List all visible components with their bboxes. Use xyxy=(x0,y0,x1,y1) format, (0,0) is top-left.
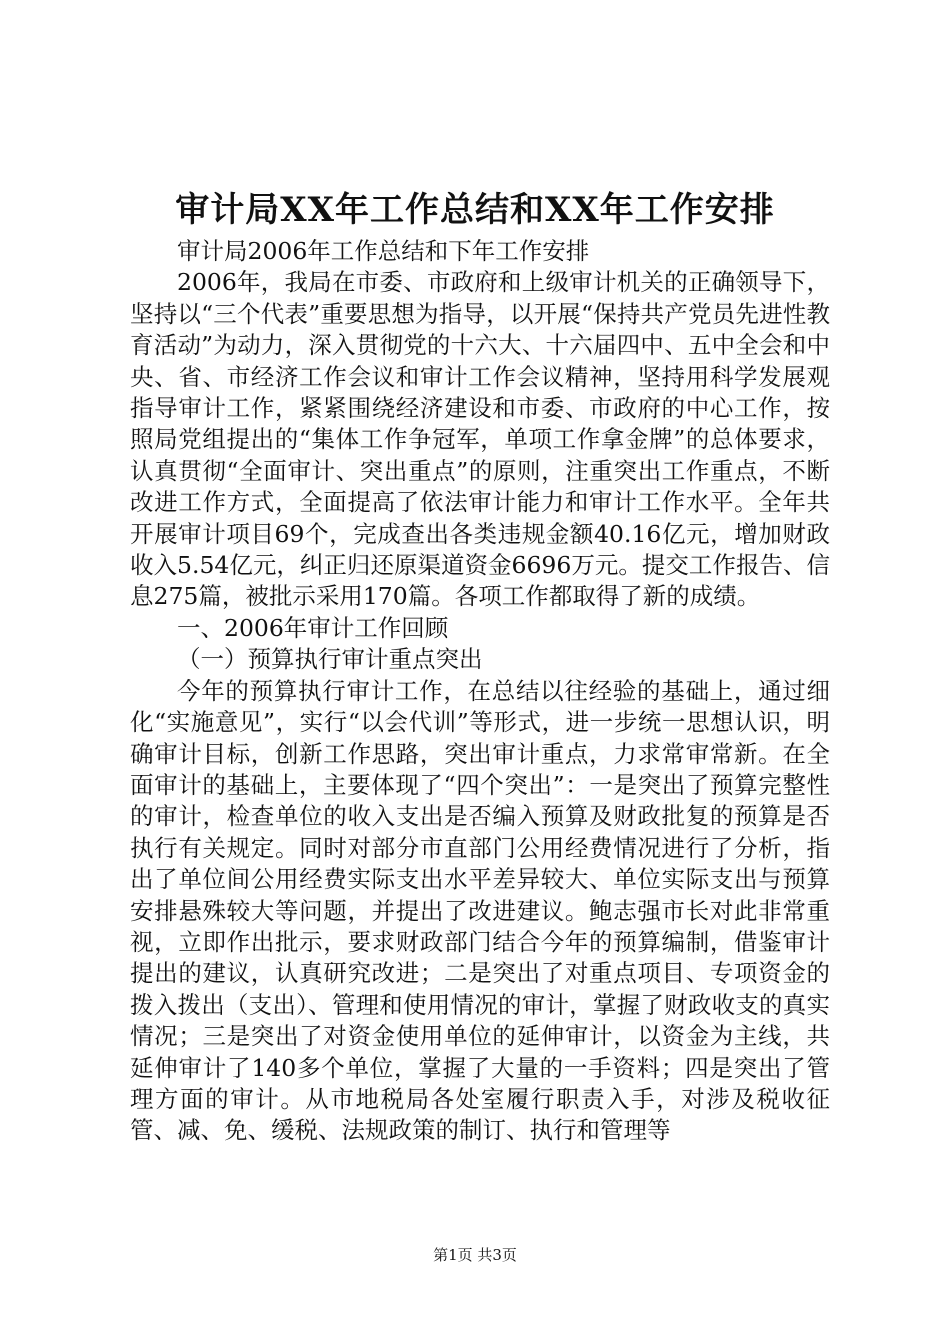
document-title: 审计局XX年工作总结和XX年工作安排 xyxy=(175,190,775,230)
paragraph-budget-audit: 今年的预算执行审计工作，在总结以往经验的基础上，通过细化“实施意见”，实行“以会代训”等形式，进一步统一思想认识，明确审计目标，创新工作思路，突出审计重点，力求常审常新。在全面审计的基础上，主要体现了“四个突出”：一是突出了预算完整性的审计，检查单位的收入支出是否编入预算及财政批复的预算是否执行有关规定。同时对部分市直部门公用经费情况进行了分析，指出了单位间公用经费实际支出水平差异较大、单位实际支出与预算安排悬殊较大等问题，并提出了改进建议。鲍志强市长对此非常重视，立即作出批示，要求财政部门结合今年的预算编制，借鉴审计提出的建议，认真研究改进；二是突出了对重点项目、专项资金的拨入拨出（支出）、管理和使用情况的审计，掌握了财政收支的真实情况；三是突出了对资金使用单位的延伸审计，以资金为主线，共延伸审计了140多个单位，掌握了大量的一手资料；四是突出了管理方面的审计。从市地税局各处室履行职责入手，对涉及税收征管、减、免、缓税、法规政策的制订、执行和管理等 xyxy=(130,676,830,1145)
subsection-heading: （一）预算执行审计重点突出 xyxy=(177,645,483,674)
section-heading: 一、2006年审计工作回顾 xyxy=(177,613,449,642)
paragraph-intro: 2006年，我局在市委、市政府和上级审计机关的正确领导下，坚持以“三个代表”重要思想为指导，以开展“保持共产党员先进性教育活动”为动力，深入贯彻党的十六大、十六届四中、五中全会和中央、省、市经济工作会议和审计工作会议精神，坚持用科学发展观指导审计工作，紧紧围绕经济建设和市委、市政府的中心工作，按照局党组提出的“集体工作争冠军，单项工作拿金牌”的总体要求，认真贯彻“全面审计、突出重点”的原则，注重突出工作重点，不断改进工作方式，全面提高了依法审计能力和审计工作水平。全年共开展审计项目69个，完成查出各类违规金额40.16亿元，增加财政收入5.54亿元，纠正归还原渠道资金6696万元。提交工作报告、信息275篇，被批示采用170篇。各项工作都取得了新的成绩。 xyxy=(130,268,830,611)
paragraph-subtitle: 审计局2006年工作总结和下年工作安排 xyxy=(177,237,590,265)
document-body xyxy=(130,236,830,1147)
page-footer: 第1页 共3页 xyxy=(433,1246,517,1264)
